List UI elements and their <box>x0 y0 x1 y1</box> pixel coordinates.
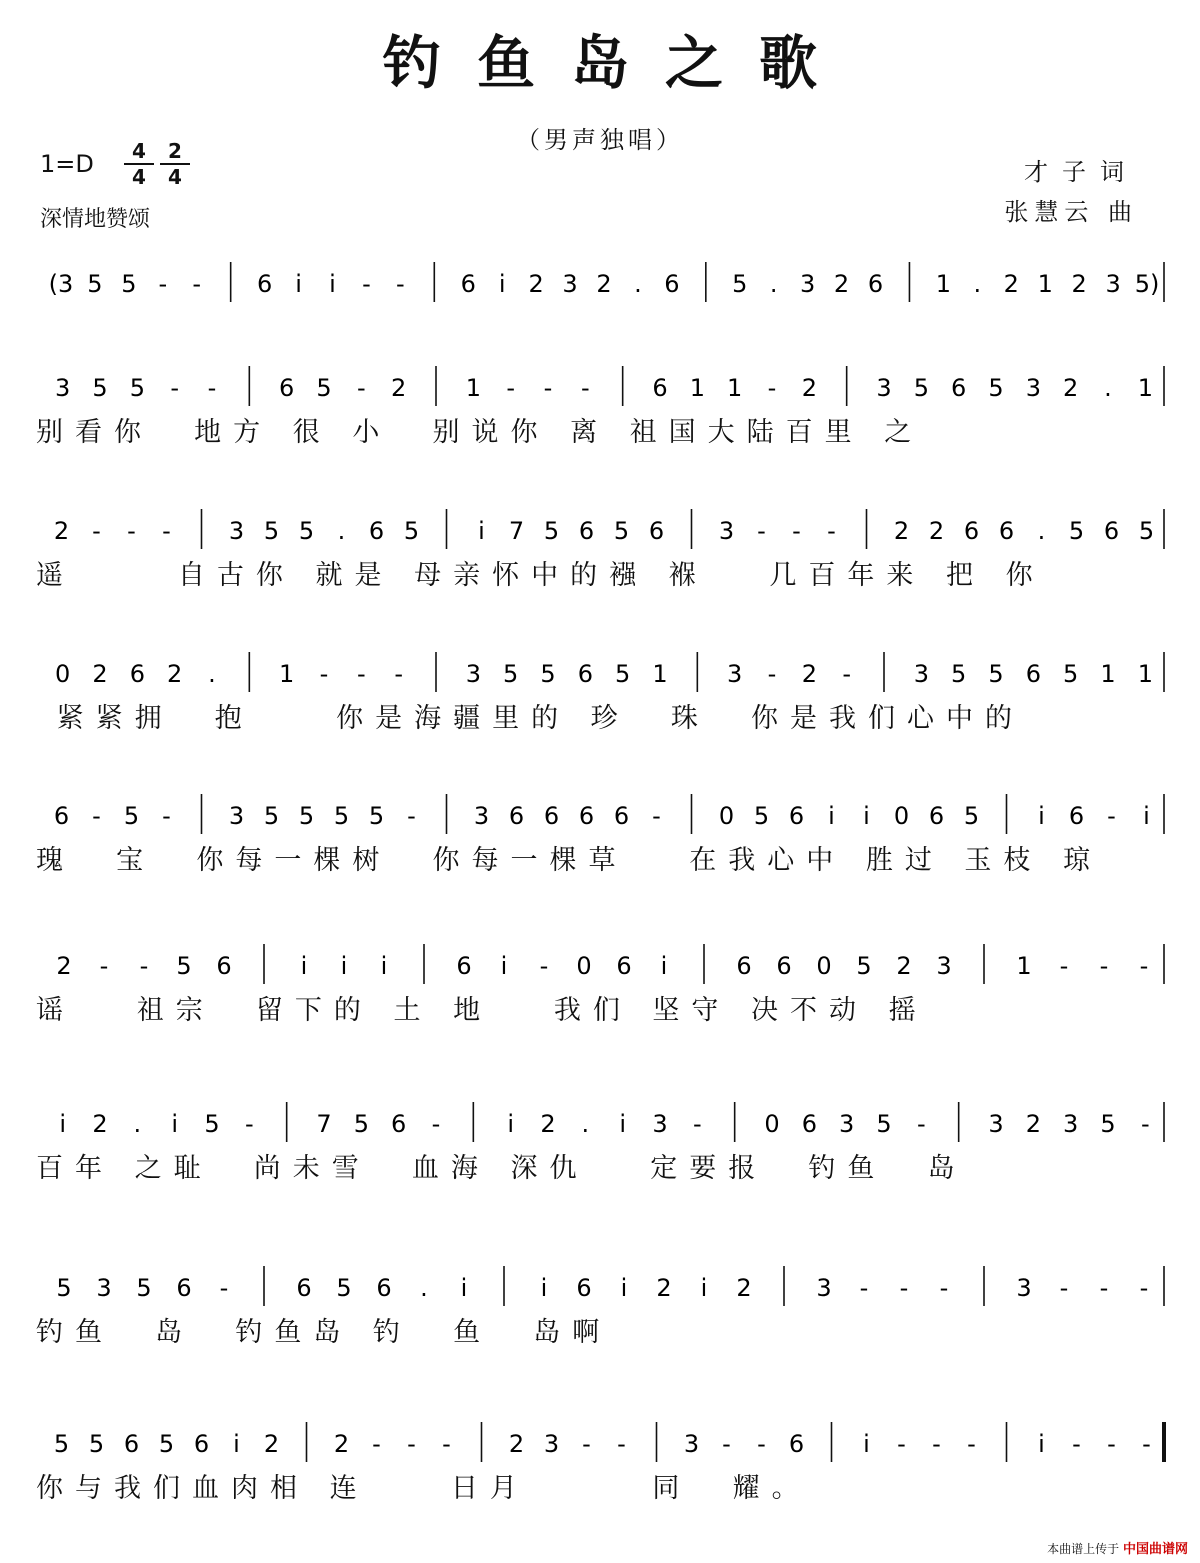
note: 6 <box>256 270 273 298</box>
note: 3 <box>1016 1274 1032 1302</box>
note: - <box>1142 1430 1151 1458</box>
note: 1 <box>279 660 295 688</box>
note: - <box>757 1430 766 1458</box>
note: - <box>158 270 168 298</box>
note: 2 <box>333 1430 350 1458</box>
note: - <box>899 1274 909 1302</box>
note: - <box>1139 1274 1149 1302</box>
note: 6 <box>928 802 945 830</box>
note: - <box>394 660 404 688</box>
note: 6 <box>129 660 145 688</box>
note: i <box>1143 802 1150 830</box>
note: 6 <box>963 517 980 545</box>
lyric-line: 钓鱼 岛 钓鱼岛 钓 鱼 岛啊 <box>36 1317 612 1348</box>
note: i <box>340 952 348 980</box>
note: . <box>133 1110 142 1138</box>
note: i <box>171 1110 179 1138</box>
note: - <box>319 660 329 688</box>
note: - <box>1107 1430 1116 1458</box>
note: 6 <box>1103 517 1120 545</box>
note: 6 <box>368 517 385 545</box>
time-signature-bottom: 4 <box>132 165 146 189</box>
note: 6 <box>578 517 595 545</box>
note: - <box>372 1430 381 1458</box>
note: - <box>207 374 217 402</box>
note: 3 <box>936 952 952 980</box>
note: - <box>139 952 149 980</box>
notation-line <box>38 940 1168 992</box>
note: 3 <box>1025 374 1041 402</box>
note: 5 <box>615 660 631 688</box>
note: 2 <box>508 1430 525 1458</box>
note: 2 <box>167 660 183 688</box>
note: - <box>506 374 516 402</box>
note: 6 <box>776 952 792 980</box>
note: . <box>973 270 982 298</box>
note: - <box>939 1274 949 1302</box>
note: 3 <box>816 1274 832 1302</box>
note: 5 <box>1063 660 1079 688</box>
note: i <box>863 1430 870 1458</box>
lyric-line: 紧紧拥 抱 你是海疆里的 珍 珠 你是我们心中的 <box>36 703 1024 734</box>
note: 1 <box>727 374 743 402</box>
note: 6 <box>460 270 476 298</box>
note: 6 <box>376 1274 392 1302</box>
note: 5 <box>92 374 108 402</box>
note: 6 <box>296 1274 312 1302</box>
note: 7 <box>316 1110 332 1138</box>
note: . <box>769 270 778 298</box>
note: 3 <box>727 660 743 688</box>
note: 5 <box>543 517 560 545</box>
note: - <box>932 1430 941 1458</box>
note: 6 <box>279 374 295 402</box>
note: i <box>828 802 835 830</box>
note: 3 <box>55 374 71 402</box>
note: 3 <box>839 1110 855 1138</box>
note: i <box>863 802 870 830</box>
note: - <box>92 802 101 830</box>
note: - <box>407 1430 416 1458</box>
note: 6 <box>951 374 967 402</box>
note: 3 <box>652 1110 668 1138</box>
note: 5 <box>336 1274 352 1302</box>
note: 3 <box>913 660 929 688</box>
note: 3 <box>1063 1110 1079 1138</box>
note: 5 <box>87 270 103 298</box>
note: - <box>1059 1274 1069 1302</box>
note: 5 <box>732 270 748 298</box>
note: 6 <box>648 517 665 545</box>
note: 5 <box>403 517 420 545</box>
note: 6 <box>736 952 752 980</box>
note: 2 <box>896 952 912 980</box>
note: 3 <box>543 1430 560 1458</box>
note: 6 <box>867 270 884 298</box>
note: i <box>500 952 508 980</box>
note: i <box>329 270 336 298</box>
note: 6 <box>788 802 805 830</box>
note: i <box>300 952 308 980</box>
note: 5 <box>368 802 385 830</box>
note: 0 <box>55 660 71 688</box>
time-signature-top: 2 <box>168 139 182 163</box>
composer-credit: 张慧云 曲 <box>1004 198 1138 226</box>
note: i <box>620 1274 628 1302</box>
note: 5 <box>988 374 1004 402</box>
note: - <box>407 802 416 830</box>
note: - <box>897 1430 906 1458</box>
note: 2 <box>801 374 817 402</box>
time-signature-4-4 <box>124 140 154 188</box>
note: 5 <box>1138 517 1155 545</box>
notation-line <box>38 648 1168 700</box>
note: i <box>498 270 506 298</box>
note: 6 <box>998 517 1015 545</box>
note: 5 <box>353 1110 369 1138</box>
note: - <box>652 802 661 830</box>
note: - <box>99 952 109 980</box>
note: 2 <box>893 517 910 545</box>
lyric-line: 别看你 地方 很 小 别说你 离 祖国大陆百里 之 <box>36 417 924 448</box>
note: - <box>916 1110 926 1138</box>
notation-line <box>38 1418 1168 1470</box>
note: - <box>127 517 136 545</box>
note: i <box>507 1110 515 1138</box>
note: 1 <box>465 374 481 402</box>
note: 6 <box>616 952 632 980</box>
note: . <box>1104 374 1112 402</box>
note: 6 <box>801 1110 817 1138</box>
note: 5) <box>1134 270 1160 298</box>
note: - <box>1140 1110 1150 1138</box>
note: - <box>767 374 777 402</box>
note: 3 <box>562 270 578 298</box>
note: 2 <box>801 660 817 688</box>
note: 0 <box>764 1110 780 1138</box>
note: 5 <box>613 517 630 545</box>
note: 2 <box>53 517 70 545</box>
note: 5 <box>856 952 872 980</box>
note: 2 <box>656 1274 672 1302</box>
note: 6 <box>176 1274 192 1302</box>
note: . <box>337 517 346 545</box>
note: 0 <box>816 952 832 980</box>
note: - <box>1059 952 1069 980</box>
note: 6 <box>508 802 525 830</box>
note: 6 <box>652 374 668 402</box>
note: i <box>460 1274 468 1302</box>
note: - <box>92 517 101 545</box>
note: - <box>162 802 171 830</box>
footer-text: 本曲谱上传于 <box>1047 1542 1120 1556</box>
lyric-line: 百年 之耻 尚未雪 血海 深仇 定要报 钓鱼 岛 <box>36 1153 967 1184</box>
note: 5 <box>121 270 137 298</box>
note: 6 <box>578 802 595 830</box>
note: 1 <box>1037 270 1053 298</box>
lyricist-credit: 才子词 <box>1024 158 1138 186</box>
note: 2 <box>736 1274 752 1302</box>
note: 3 <box>96 1274 112 1302</box>
note: - <box>192 270 202 298</box>
note: - <box>792 517 801 545</box>
note: 5 <box>988 660 1004 688</box>
lyric-line: 谣 祖宗 留下的 土 地 我们 坚守 决不动 摇 <box>36 995 928 1026</box>
note: 5 <box>876 1110 892 1138</box>
note: 5 <box>123 802 140 830</box>
subtitle: （男声独唱） <box>516 126 684 154</box>
note: 1 <box>1137 374 1153 402</box>
note: 2 <box>1071 270 1087 298</box>
footer-credit <box>1047 1538 1188 1557</box>
note: 6 <box>788 1430 805 1458</box>
note: 1 <box>1100 660 1116 688</box>
note: 6 <box>1068 802 1085 830</box>
note: 2 <box>1003 270 1019 298</box>
footer-site: 中国曲谱网 <box>1122 1542 1188 1557</box>
note: 3 <box>988 1110 1004 1138</box>
note: - <box>827 517 836 545</box>
note: 2 <box>56 952 72 980</box>
notation-line <box>38 790 1168 842</box>
note: - <box>967 1430 976 1458</box>
note: 6 <box>391 1110 407 1138</box>
note: 5 <box>136 1274 152 1302</box>
note: 6 <box>216 952 232 980</box>
note: 5 <box>951 660 967 688</box>
note: 3 <box>799 270 816 298</box>
page-title: 钓鱼岛之歌 <box>382 29 853 97</box>
note: 3 <box>683 1430 700 1458</box>
note: 5 <box>333 802 350 830</box>
note: 2 <box>1025 1110 1041 1138</box>
time-signature-bottom: 4 <box>168 165 182 189</box>
note: - <box>692 1110 702 1138</box>
note: - <box>580 374 590 402</box>
note: - <box>356 374 366 402</box>
note: - <box>1072 1430 1081 1458</box>
lyric-line: 遥 自古你 就是 母亲怀中的襁 褓 几百年来 把 你 <box>36 560 1045 591</box>
note: 6 <box>1025 660 1041 688</box>
note: 3 <box>1105 270 1121 298</box>
note: - <box>356 660 366 688</box>
note: - <box>396 270 405 298</box>
note: - <box>219 1274 229 1302</box>
note: . <box>208 660 216 688</box>
note: - <box>722 1430 731 1458</box>
note: 2 <box>92 1110 108 1138</box>
note: 3 <box>228 802 245 830</box>
time-signature-top: 4 <box>132 139 146 163</box>
note: 5 <box>963 802 980 830</box>
note: i <box>295 270 302 298</box>
note: - <box>431 1110 441 1138</box>
note: - <box>1107 802 1116 830</box>
note: 3 <box>876 374 892 402</box>
note: 3 <box>228 517 245 545</box>
note: - <box>757 517 766 545</box>
note: 3 <box>465 660 481 688</box>
note: . <box>581 1110 590 1138</box>
note: - <box>362 270 371 298</box>
note: 6 <box>577 660 593 688</box>
note: 2 <box>92 660 108 688</box>
note: - <box>539 952 549 980</box>
note: 5 <box>176 952 192 980</box>
note: i <box>1038 802 1045 830</box>
note: i <box>478 517 485 545</box>
note: . <box>634 270 642 298</box>
note: - <box>244 1110 254 1138</box>
note: 5 <box>129 374 145 402</box>
notation-line <box>38 1098 1168 1150</box>
note: - <box>1139 952 1149 980</box>
note: - <box>162 517 171 545</box>
note: i <box>233 1430 240 1458</box>
note: 1 <box>689 374 705 402</box>
note: 5 <box>503 660 519 688</box>
note: 6 <box>456 952 472 980</box>
note: 6 <box>664 270 680 298</box>
time-signature-2-4 <box>160 140 190 188</box>
note: 2 <box>833 270 850 298</box>
note: i <box>380 952 388 980</box>
note: 2 <box>1063 374 1079 402</box>
note: 5 <box>913 374 929 402</box>
note: 5 <box>204 1110 220 1138</box>
note: 5 <box>316 374 332 402</box>
note: i <box>660 952 668 980</box>
notation-line <box>38 362 1168 414</box>
note: - <box>617 1430 626 1458</box>
note: 5 <box>263 517 280 545</box>
note: 6 <box>576 1274 592 1302</box>
note: - <box>442 1430 451 1458</box>
note: 5 <box>53 1430 70 1458</box>
note: 5 <box>88 1430 105 1458</box>
note: 5 <box>263 802 280 830</box>
notation-line <box>38 1262 1168 1314</box>
note: 0 <box>718 802 735 830</box>
note: i <box>700 1274 708 1302</box>
note: 0 <box>576 952 592 980</box>
key-signature: 1=D <box>40 150 94 178</box>
note: - <box>1099 1274 1109 1302</box>
note: 1 <box>652 660 668 688</box>
note: i <box>619 1110 627 1138</box>
note: 2 <box>540 1110 556 1138</box>
tempo-marking: 深情地赞颂 <box>40 207 151 232</box>
note: 7 <box>508 517 525 545</box>
note: - <box>859 1274 869 1302</box>
note: i <box>1038 1430 1045 1458</box>
note: 5 <box>1100 1110 1116 1138</box>
note: . <box>420 1274 428 1302</box>
note: 5 <box>298 517 315 545</box>
note: 1 <box>1137 660 1153 688</box>
note: 2 <box>263 1430 280 1458</box>
notation-line <box>38 505 1168 557</box>
notation-line <box>38 258 1168 310</box>
note: 5 <box>753 802 770 830</box>
lyric-line: 你与我们血肉相 连 日月 同 耀。 <box>36 1473 811 1504</box>
note: - <box>842 660 852 688</box>
note: 3 <box>718 517 735 545</box>
note: 3 <box>473 802 490 830</box>
note: 5 <box>158 1430 175 1458</box>
note: 5 <box>540 660 556 688</box>
note: (3 <box>48 270 74 298</box>
note: - <box>1099 952 1109 980</box>
note: - <box>543 374 553 402</box>
note: - <box>767 660 777 688</box>
note: i <box>540 1274 548 1302</box>
note: 1 <box>935 270 952 298</box>
note: 5 <box>56 1274 72 1302</box>
lyric-line: 瑰 宝 你每一棵树 你每一棵草 在我心中 胜过 玉枝 琼 <box>36 845 1102 876</box>
note: i <box>59 1110 67 1138</box>
note: 6 <box>613 802 630 830</box>
note: . <box>1037 517 1046 545</box>
note: 6 <box>543 802 560 830</box>
note: 5 <box>1068 517 1085 545</box>
note: 2 <box>928 517 945 545</box>
note: 6 <box>53 802 70 830</box>
note: - <box>582 1430 591 1458</box>
note: - <box>170 374 180 402</box>
note: 5 <box>298 802 315 830</box>
note: 2 <box>528 270 544 298</box>
note: 6 <box>193 1430 210 1458</box>
note: 2 <box>391 374 407 402</box>
note: 1 <box>1016 952 1032 980</box>
note: 2 <box>596 270 612 298</box>
note: 6 <box>123 1430 140 1458</box>
note: 0 <box>893 802 910 830</box>
